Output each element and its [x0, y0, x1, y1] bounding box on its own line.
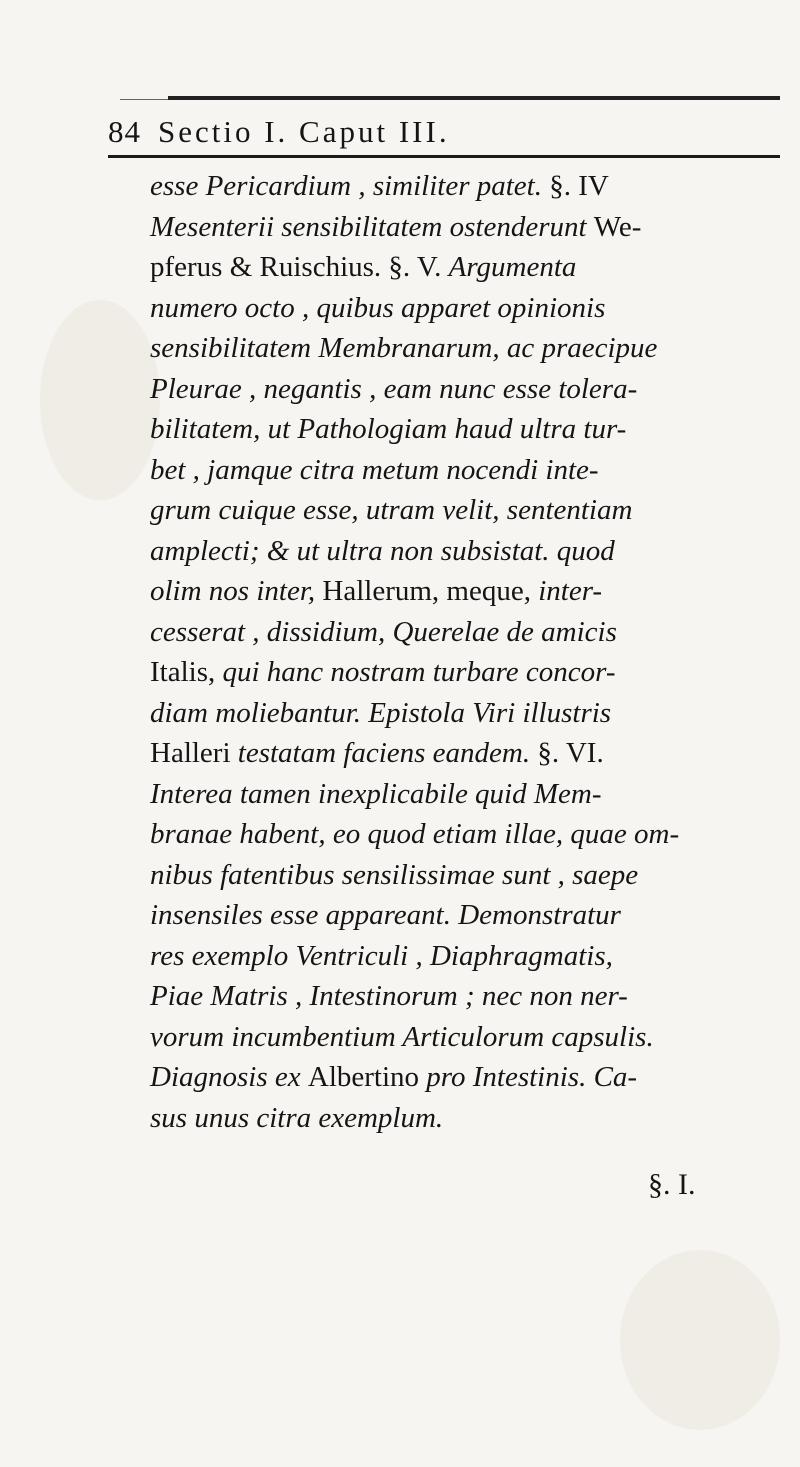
- italic-text: inter-: [538, 575, 603, 607]
- italic-text: pro Intestinis. Ca-: [426, 1061, 638, 1093]
- paper-stain: [40, 300, 160, 500]
- page-number: 84: [108, 114, 141, 149]
- italic-text: esse Pericardium , similiter patet.: [150, 170, 550, 202]
- italic-text: olim nos inter,: [150, 575, 323, 607]
- italic-text: Mesenterii sensibilitatem ostenderunt: [150, 210, 594, 243]
- italic-text: amplecti; & ut ultra non subsistat. quod: [150, 534, 615, 567]
- text-line: [150, 814, 780, 855]
- italic-text: bilitatem, ut Pathologiam haud ultra tur-: [150, 413, 627, 445]
- italic-text: Piae Matris , Intestinorum ; nec non ner-: [150, 980, 628, 1012]
- italic-text: nibus fatentibus sensilissimae sunt , saepe: [150, 858, 639, 891]
- roman-text: §. VI.: [537, 737, 604, 769]
- text-line: [150, 450, 780, 491]
- text-line: [150, 328, 780, 369]
- running-title: Sectio I. Caput III.: [158, 114, 450, 149]
- text-line: [150, 207, 780, 248]
- text-line: [150, 409, 780, 450]
- text-line: [150, 774, 780, 815]
- italic-text: branae habent, eo quod etiam illae, quae om-: [150, 818, 680, 850]
- text-line: [150, 531, 780, 572]
- text-line: [150, 652, 780, 693]
- text-line: [150, 490, 780, 531]
- italic-text: Pleurae , negantis , eam nunc esse tolera-: [150, 372, 638, 405]
- italic-text: insensiles esse appareant. Demonstratur: [150, 899, 621, 931]
- text-line: [150, 369, 780, 410]
- italic-text: res exemplo Ventriculi , Diaphragmatis,: [150, 939, 613, 972]
- text-line: [150, 936, 780, 977]
- roman-text: Italis,: [150, 656, 223, 688]
- italic-text: sensibilitatem Membranarum, ac praecipue: [150, 332, 658, 364]
- text-line: [150, 1017, 780, 1058]
- text-line: [150, 166, 780, 207]
- italic-text: vorum incumbentium Articulorum capsulis.: [150, 1020, 654, 1053]
- roman-text: §. IV: [549, 170, 609, 202]
- body-text: [150, 166, 780, 1138]
- italic-text: sus unus citra exemplum.: [150, 1101, 444, 1134]
- text-line: [150, 895, 780, 936]
- italic-text: cesserat , dissidium, Querelae de amicis: [150, 615, 617, 648]
- text-line: [150, 976, 780, 1017]
- catchword: §. I.: [648, 1168, 696, 1201]
- roman-text: pferus & Ruischius. §. V.: [150, 251, 449, 283]
- text-line: [150, 1057, 780, 1098]
- italic-text: Interea tamen inexplicabile quid Mem-: [150, 777, 602, 810]
- text-line: [150, 288, 780, 329]
- text-line: [150, 571, 780, 612]
- italic-text: grum cuique esse, utram velit, sententiam: [150, 494, 633, 526]
- text-line: [150, 612, 780, 653]
- text-line: [150, 693, 780, 734]
- italic-text: Argumenta: [448, 251, 577, 283]
- italic-text: testatam faciens eandem.: [237, 737, 538, 769]
- text-line: [150, 855, 780, 896]
- paper-stain: [620, 1250, 780, 1430]
- italic-text: diam moliebantur. Epistola Viri illustris: [150, 696, 612, 729]
- running-header: [108, 112, 788, 152]
- italic-text: qui hanc nostram turbare concor-: [222, 656, 616, 688]
- roman-text: Albertino: [307, 1061, 427, 1093]
- roman-text: We-: [593, 210, 642, 243]
- top-rule: [168, 96, 780, 100]
- text-line: [150, 247, 780, 288]
- text-line: [150, 733, 780, 774]
- roman-text: Hallerum, meque,: [322, 575, 539, 607]
- header-rule: [108, 155, 780, 158]
- text-line: [150, 1098, 780, 1139]
- italic-text: numero octo , quibus apparet opinionis: [150, 291, 606, 324]
- italic-text: Diagnosis ex: [150, 1061, 308, 1093]
- italic-text: bet , jamque citra metum nocendi inte-: [150, 453, 599, 486]
- roman-text: Halleri: [150, 737, 238, 769]
